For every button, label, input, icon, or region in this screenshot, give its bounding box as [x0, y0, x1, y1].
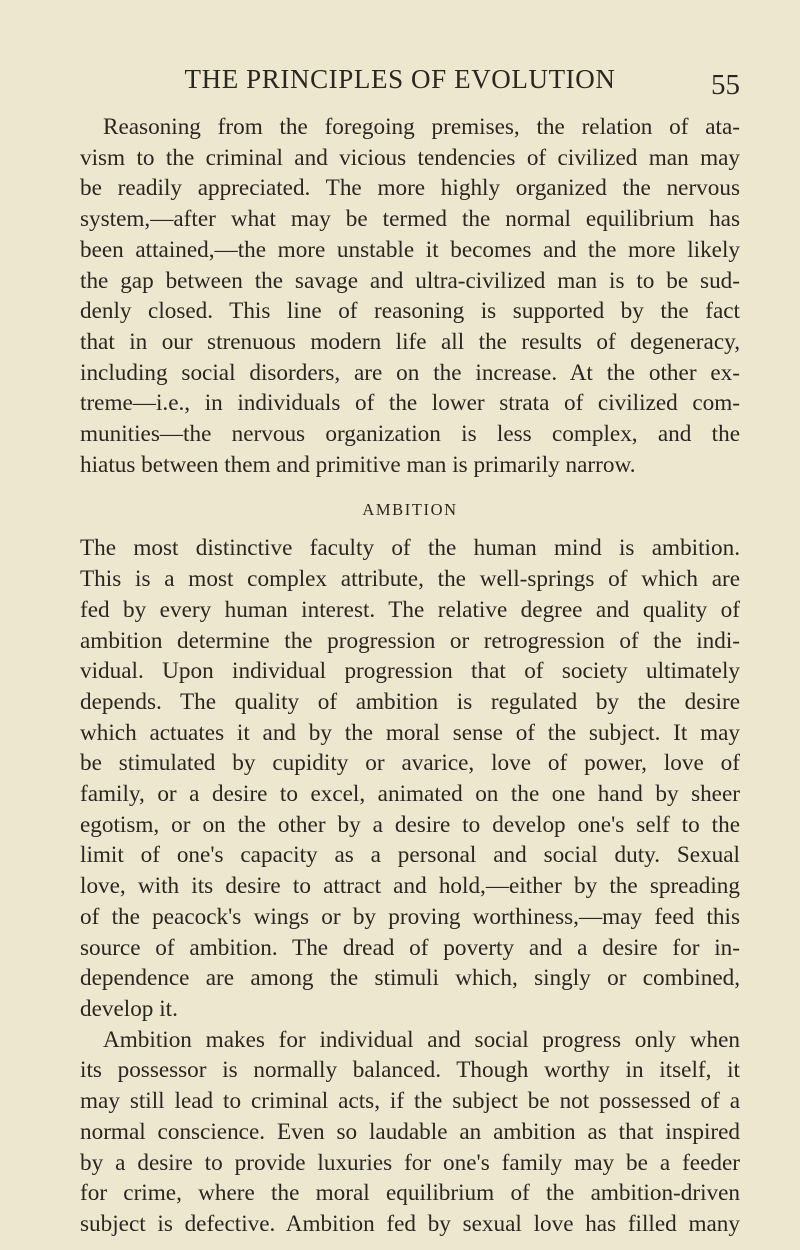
- text-line: Ambition makes for individual and social progress only when: [103, 1026, 740, 1053]
- paragraph-ambition: [80, 533, 740, 1024]
- text-line: may still lead to criminal acts, if the subject be not possessed of a: [80, 1088, 740, 1115]
- text-line: hiatus between them and primitive man is primarily narrow.: [80, 451, 636, 478]
- text-line: munities—the nervous organization is less complex, and the: [80, 421, 740, 448]
- text-line: fed by every human interest. The relative degree and quality of: [80, 596, 740, 623]
- text-line: denly closed. This line of reasoning is supported by the fact: [80, 298, 740, 325]
- text-line: vism to the criminal and vicious tendencies of civilized man may: [80, 144, 740, 171]
- text-line: the gap between the savage and ultra-civilized man is to be sud-: [80, 267, 740, 294]
- text-line: ambition determine the progression or retrogression of the indi-: [80, 627, 740, 654]
- text-line: develop it.: [80, 995, 178, 1022]
- text-line: source of ambition. The dread of poverty and a desire for in-: [80, 934, 740, 961]
- text-line: limit of one's capacity as a personal and social duty. Sexual: [80, 842, 740, 869]
- text-line: The most distinctive faculty of the human mind is ambition.: [80, 535, 740, 562]
- text-line: love, with its desire to attract and hold,—either by the spreading: [80, 873, 740, 900]
- text-line: system,—after what may be termed the normal equilibrium has: [80, 206, 740, 233]
- text-line: be stimulated by cupidity or avarice, love of power, love of: [80, 750, 740, 777]
- text-line: family, or a desire to excel, animated on the one hand by sheer: [80, 781, 740, 808]
- text-line: depends. The quality of ambition is regulated by the desire: [80, 688, 740, 715]
- running-head: [60, 62, 740, 102]
- body-text: [80, 112, 740, 1240]
- text-line: including social disorders, are on the increase. At the other ex-: [80, 359, 740, 386]
- text-line: dependence are among the stimuli which, singly or combined,: [80, 965, 740, 992]
- text-line: which actuates it and by the moral sense of the subject. It may: [80, 719, 740, 746]
- text-line: by a desire to provide luxuries for one's family may be a feeder: [80, 1149, 740, 1176]
- text-line: Reasoning from the foregoing premises, the relation of ata-: [103, 114, 740, 140]
- text-line: for crime, where the moral equilibrium of the ambition-driven: [80, 1180, 740, 1207]
- page-number: 55: [711, 69, 740, 101]
- text-line: that in our strenuous modern life all the results of degeneracy,: [80, 328, 740, 355]
- text-line: egotism, or on the other by a desire to develop one's self to the: [80, 811, 740, 838]
- text-line: subject is defective. Ambition fed by sexual love has filled many: [80, 1210, 740, 1237]
- text-line: vidual. Upon individual progression that of society ultimately: [80, 658, 740, 685]
- text-line: of the peacock's wings or by proving worthiness,—may feed this: [80, 903, 740, 930]
- paragraph-progress: [80, 1025, 740, 1240]
- text-line: been attained,—the more unstable it becomes and the more likely: [80, 236, 740, 263]
- running-title: THE PRINCIPLES OF EVOLUTION: [184, 64, 616, 94]
- text-line: its possessor is normally balanced. Though worthy in itself, it: [80, 1057, 740, 1084]
- text-line: treme—i.e., in individuals of the lower strata of civilized com-: [80, 390, 740, 417]
- section-heading: AMBITION: [362, 500, 458, 520]
- paragraph-atavism: [80, 112, 740, 480]
- text-line: normal conscience. Even so laudable an ambition as that inspired: [80, 1118, 740, 1145]
- text-line: be readily appreciated. The more highly organized the nervous: [80, 175, 740, 202]
- text-line: This is a most complex attribute, the well-springs of which are: [80, 566, 740, 593]
